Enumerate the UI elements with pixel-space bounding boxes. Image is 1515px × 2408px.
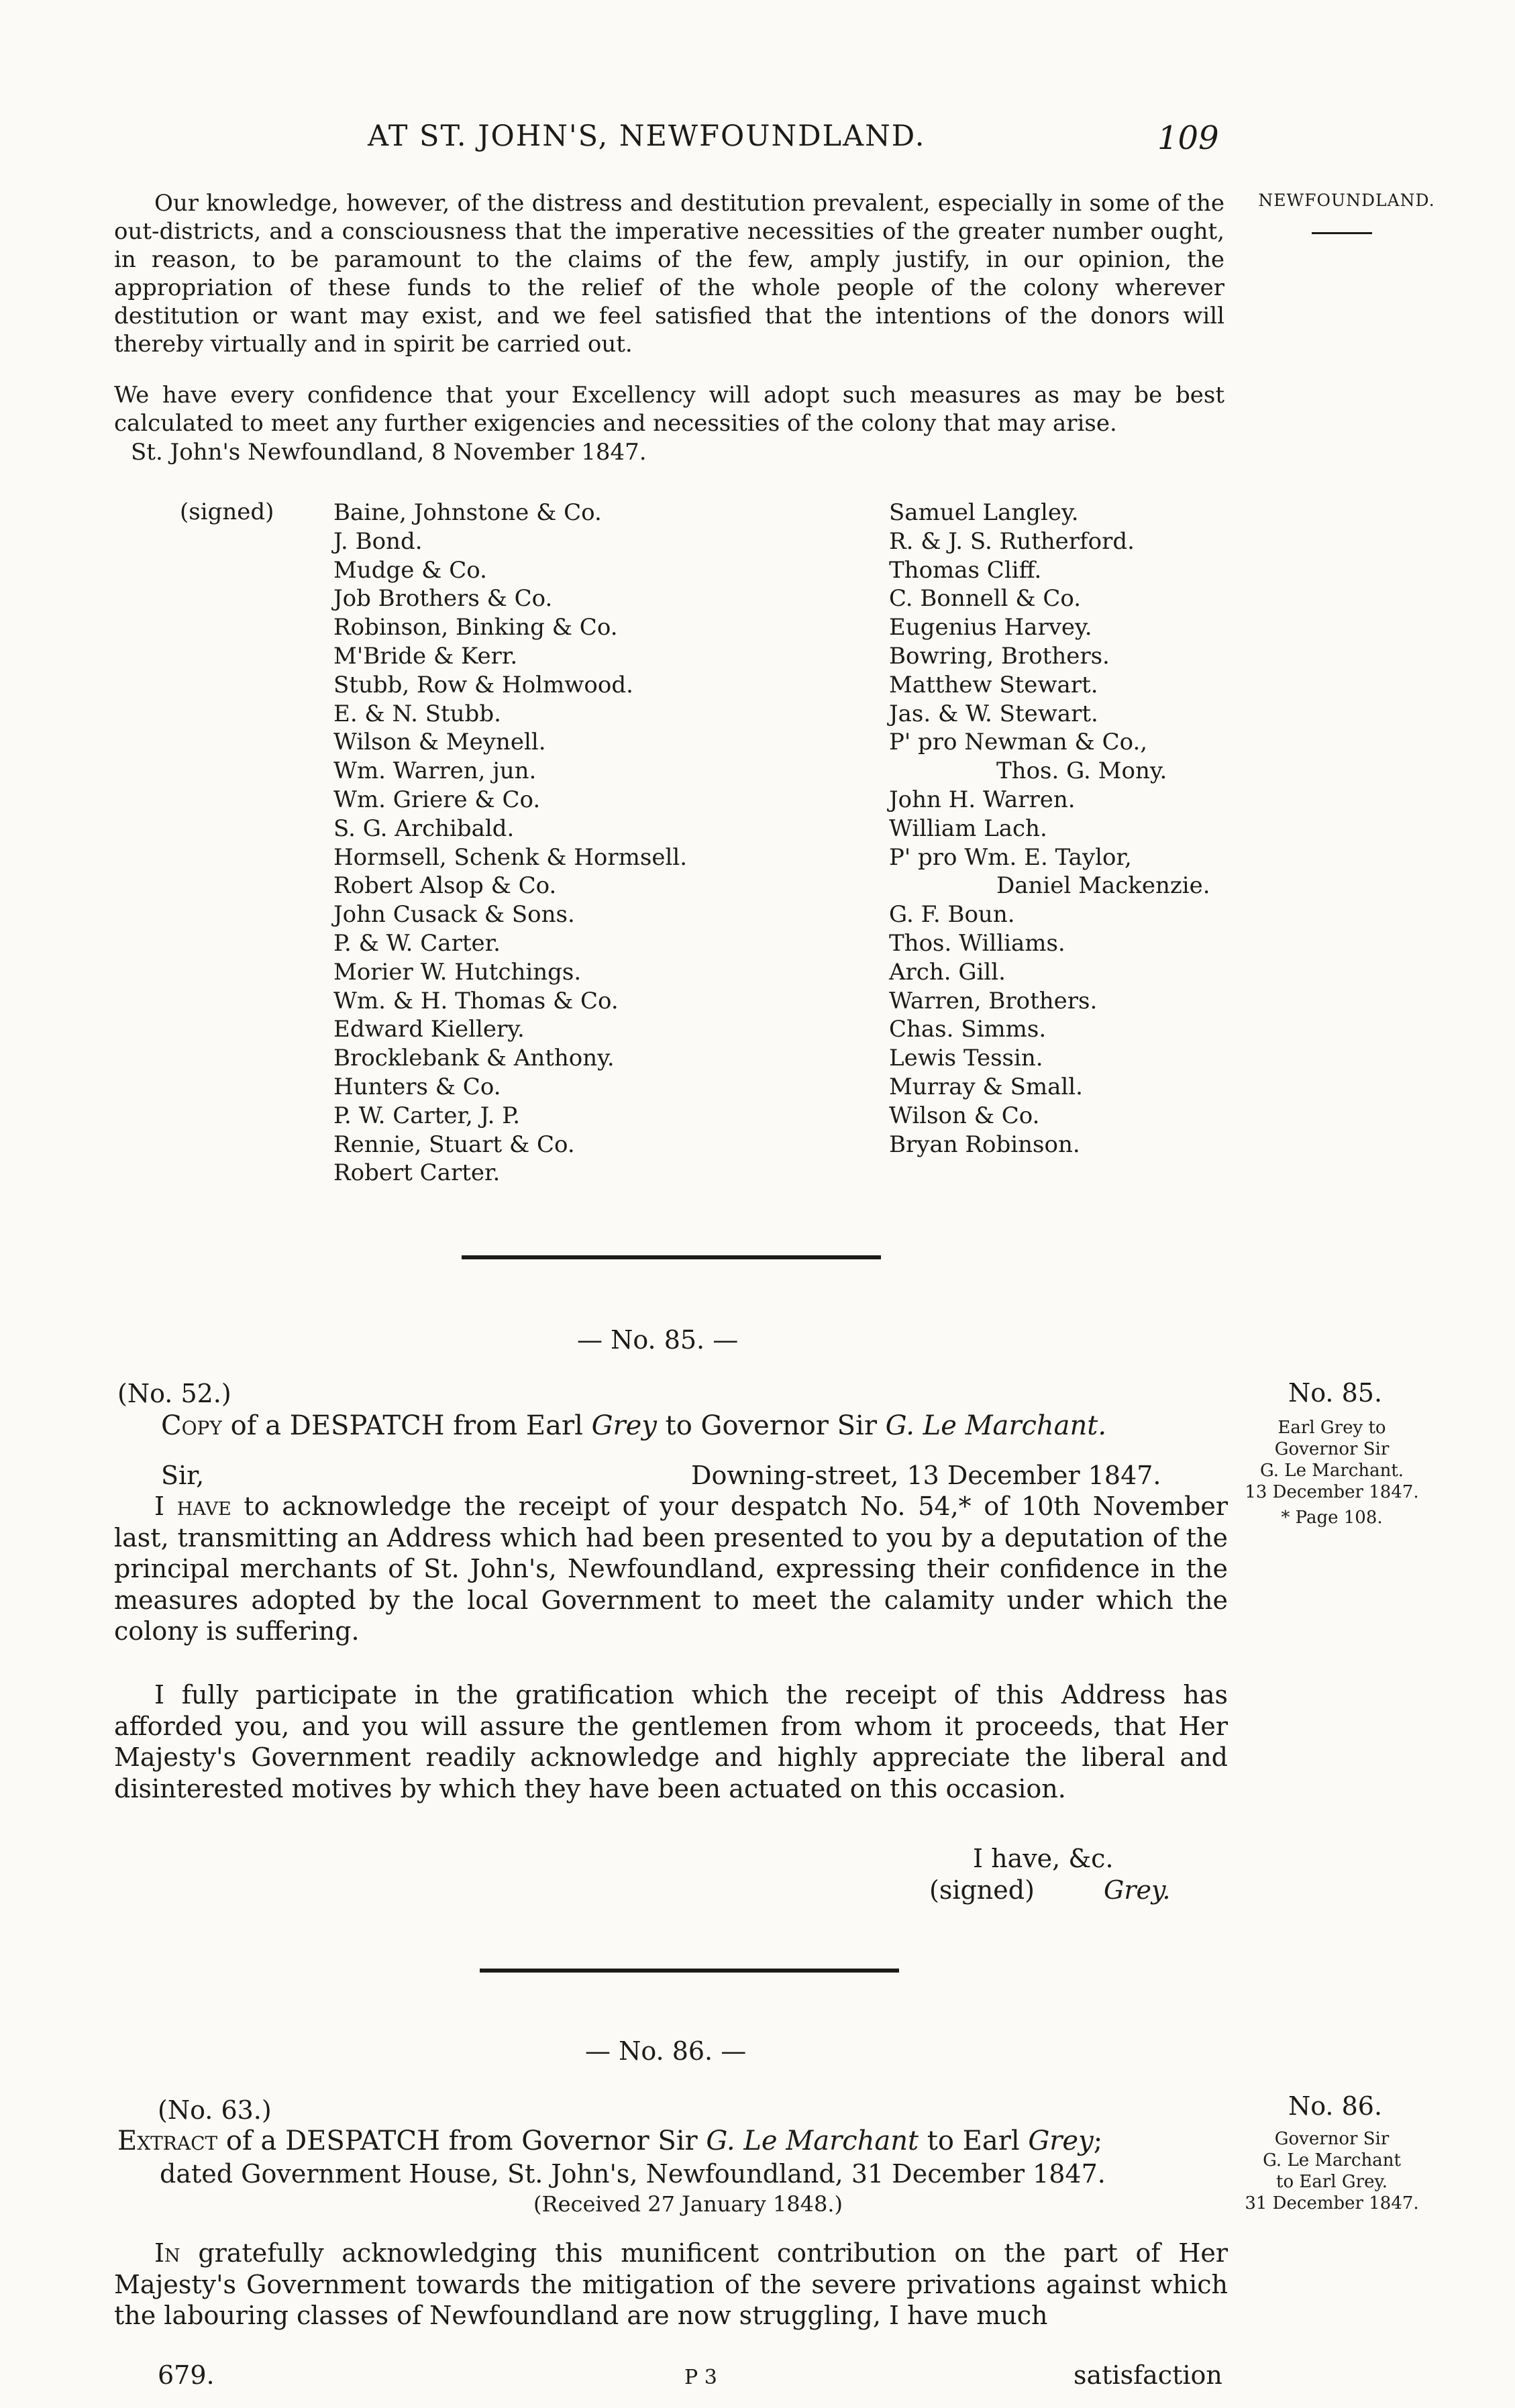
despatch-ref-52: (No. 52.) — [117, 1379, 231, 1408]
signatory: Thos. G. Mony. — [996, 757, 1167, 785]
signatory: Chas. Simms. — [889, 1016, 1047, 1043]
signatory: Murray & Small. — [889, 1073, 1083, 1100]
para-lead: In — [154, 2238, 180, 2268]
closing-line-1: I have, &c. — [973, 1844, 1114, 1873]
title-to: to Earl — [919, 2126, 1029, 2156]
address-date: Downing-street, 13 December 1847. — [691, 1461, 1161, 1490]
signatory: Wm. & H. Thomas & Co. — [333, 987, 619, 1014]
margin-85-line3: G. Le Marchant. — [1259, 1461, 1404, 1481]
margin-no-86: No. 86. — [1288, 2091, 1383, 2121]
despatch-title-86 — [117, 2126, 1102, 2156]
signatory: Job Brothers & Co. — [333, 585, 553, 613]
title-lead: Extract — [117, 2126, 218, 2156]
margin-label-newfoundland: NEWFOUNDLAND. — [1258, 191, 1435, 210]
signatory: John Cusack & Sons. — [333, 901, 575, 929]
signatory: Hunters & Co. — [333, 1073, 501, 1100]
signatory: Edward Kiellery. — [333, 1016, 525, 1043]
signatory: Rennie, Stuart & Co. — [333, 1131, 575, 1158]
section-rule — [462, 1255, 881, 1259]
signatory: Baine, Johnstone & Co. — [333, 499, 602, 526]
signatory: Eugenius Harvey. — [889, 614, 1092, 641]
margin-86-line4: 31 December 1847. — [1245, 2193, 1419, 2213]
signatory: Jas. & W. Stewart. — [889, 700, 1098, 727]
margin-86-notes — [1231, 2128, 1432, 2214]
signatory: S. G. Archibald. — [333, 815, 515, 842]
closing-name: Grey. — [1104, 1875, 1171, 1905]
despatch-dateline-86: dated Government House, St. John's, Newfoundland, 31 December 1847. — [160, 2159, 1106, 2189]
signatory: Wilson & Meynell. — [333, 729, 546, 756]
despatch-86-paragraph — [114, 2238, 1228, 2332]
margin-85-line1: Earl Grey to — [1277, 1418, 1386, 1438]
title-lead: Copy — [161, 1410, 222, 1441]
signatory: Thos. Williams. — [889, 929, 1065, 957]
signatory: M'Bride & Kerr. — [333, 642, 518, 670]
signatory: Matthew Stewart. — [889, 671, 1098, 698]
document-heading-85: — No. 85. — — [577, 1325, 739, 1355]
signatory: Stubb, Row & Holmwood. — [333, 671, 633, 698]
signatory: P. W. Carter, J. P. — [333, 1102, 521, 1129]
margin-rule — [1312, 232, 1372, 234]
signatories-left — [333, 499, 687, 1188]
title-governor: G. Le Marchant. — [885, 1410, 1107, 1441]
title-text: of a DESPATCH from Governor Sir — [217, 2126, 707, 2156]
footer-catchword: satisfaction — [1074, 2360, 1222, 2390]
title-to: to Governor Sir — [656, 1410, 886, 1441]
margin-85-line2: Governor Sir — [1274, 1439, 1390, 1459]
margin-86-line3: to Earl Grey. — [1276, 2172, 1388, 2192]
margin-86-line1: Governor Sir — [1274, 2129, 1390, 2149]
signatory: J. Bond. — [333, 527, 423, 555]
margin-85-footnote: * Page 108. — [1281, 1508, 1383, 1528]
salutation: Sir, — [161, 1461, 205, 1490]
signatory: Morier W. Hutchings. — [333, 958, 582, 986]
margin-86-line2: G. Le Marchant — [1263, 2150, 1401, 2170]
intro-place-date: St. John's Newfoundland, 8 November 1847. — [131, 439, 647, 466]
document-heading-86: — No. 86. — — [585, 2036, 747, 2066]
signatory: Bryan Robinson. — [889, 1131, 1080, 1158]
para-text: gratefully acknowledging this munificent contribution on the part of Her Majesty's Government towards the mitigation of the severe privations against which the labouring classes of Newfoundland are now struggling, I have much — [114, 2238, 1228, 2330]
section-rule-2 — [480, 1969, 899, 1973]
title-text: of a DESPATCH from Earl — [221, 1410, 592, 1441]
margin-no-85: No. 85. — [1288, 1378, 1383, 1408]
title-grey: Grey — [591, 1410, 657, 1441]
signatory: Mudge & Co. — [333, 556, 487, 584]
signatory: Hormsell, Schenk & Hormsell. — [333, 843, 688, 871]
signatory: P' pro Newman & Co., — [889, 729, 1148, 756]
signatory: R. & J. S. Rutherford. — [889, 527, 1135, 555]
closing-signed: (signed) — [929, 1875, 1035, 1905]
intro-paragraph-1: Our knowledge, however, of the distress and destitution prevalent, especially in some of the out-districts, and a consciousness that the imperative necessities of the greater number ought, in reason, to be paramount to the claims of the few, amply justify, in our opinion, the appropriation of these funds to the relief of the whole people of the colony wherever destitution or want may exist, and we feel satisfied that the intentions of the donors will thereby virtually and in spirit be carried out. — [114, 190, 1224, 358]
signed-label: (signed) — [180, 499, 274, 525]
signatories-right — [889, 499, 1210, 1159]
title-grey: Grey — [1028, 2126, 1094, 2156]
footer-number: 679. — [158, 2360, 215, 2390]
signatory: P. & W. Carter. — [333, 929, 501, 957]
signatory: Brocklebank & Anthony. — [333, 1045, 615, 1072]
signatory: Daniel Mackenzie. — [996, 872, 1210, 900]
signatory: Lewis Tessin. — [889, 1045, 1043, 1072]
title-governor: G. Le Marchant — [706, 2126, 919, 2156]
signatory: Thomas Cliff. — [889, 556, 1042, 584]
signatory: C. Bonnell & Co. — [889, 585, 1082, 613]
margin-85-line4: 13 December 1847. — [1245, 1482, 1419, 1502]
signatory: Bowring, Brothers. — [889, 642, 1110, 670]
signatory: Wm. Griere & Co. — [333, 786, 541, 813]
para-text: to acknowledge the receipt of your despatch No. 54,* of 10th November last, transmitting an Address which had been presented to you by a deputation of the principal merchants of St. John's, Newfoundland, expressing their confidence in the measures adopted by the local Government to meet the calamity under which the colony is suffering. — [114, 1491, 1228, 1646]
signatory: P' pro Wm. E. Taylor, — [889, 843, 1132, 871]
signatory: Samuel Langley. — [889, 499, 1079, 526]
received-date: (Received 27 January 1848.) — [533, 2191, 843, 2217]
signatory: Warren, Brothers. — [889, 987, 1098, 1014]
signatory: G. F. Boun. — [889, 901, 1015, 929]
despatch-ref-63: (No. 63.) — [158, 2095, 272, 2125]
despatch-85-paragraph-1 — [114, 1491, 1228, 1647]
signatory: Wilson & Co. — [889, 1102, 1040, 1129]
footer-signature-mark: P 3 — [684, 2366, 717, 2389]
title-end: ; — [1093, 2126, 1103, 2156]
signatory: Robert Alsop & Co. — [333, 872, 557, 900]
para-lead: I have — [154, 1491, 231, 1521]
signatory: Robinson, Binking & Co. — [333, 614, 618, 641]
signatory: Robert Carter. — [333, 1159, 501, 1187]
page-number: 109 — [1157, 119, 1219, 157]
running-head: AT ST. JOHN'S, NEWFOUNDLAND. — [368, 119, 926, 153]
intro-paragraph-2: We have every confidence that your Excellency will adopt such measures as may be best calculated to meet any further exigencies and necessities of the colony that may arise. — [114, 382, 1224, 437]
signatory: William Lach. — [889, 815, 1047, 842]
signatory: Arch. Gill. — [889, 958, 1006, 986]
signatory: E. & N. Stubb. — [333, 700, 501, 727]
signatory: John H. Warren. — [889, 786, 1076, 813]
margin-85-notes — [1231, 1417, 1432, 1528]
despatch-85-paragraph-2: I fully participate in the gratification which the receipt of this Address has afforded you, and you will assure the gentlemen from whom it proceeds, that Her Majesty's Government readily acknowledge and highly appreciate the liberal and disinterested motives by which they have been actuated on this occasion. — [114, 1680, 1228, 1803]
despatch-title-85 — [161, 1410, 1106, 1441]
signatory: Wm. Warren, jun. — [333, 757, 537, 785]
